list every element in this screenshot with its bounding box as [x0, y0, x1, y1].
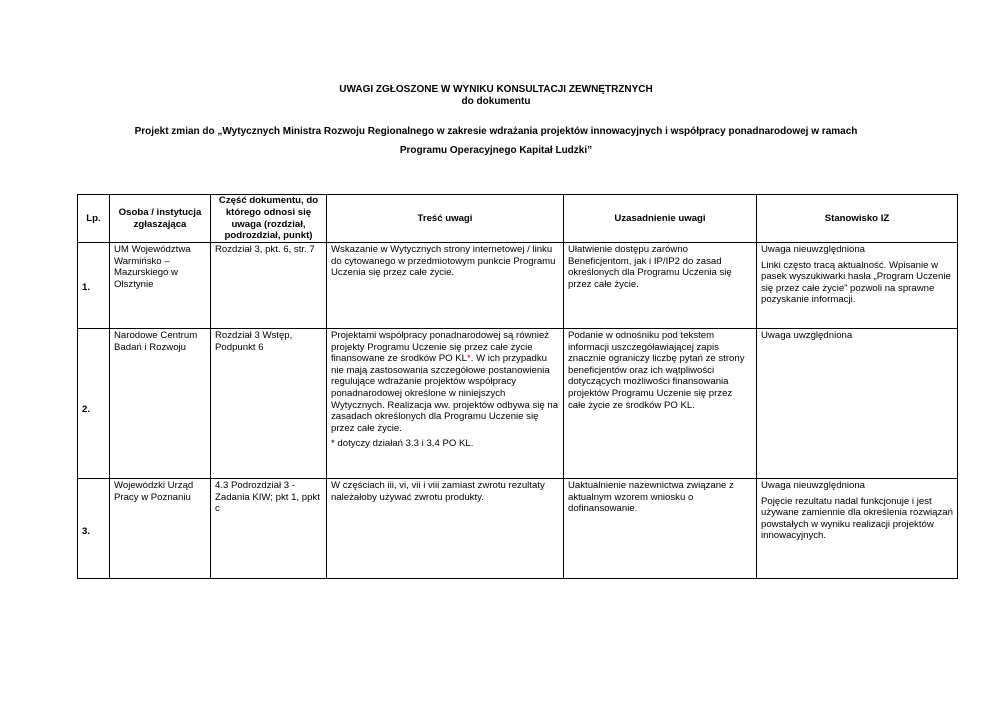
tresc-text-end: . W ich przypadku nie mają zastosowania szczegółowe postanowienia regulujące wdrażanie projektów współpracy ponadnarodowej określone w niniejszych Wytycznych. Realizacja ww. projektów odbywa się na zasadach określonych dla Programu Uczenie się przez całe życie. — [331, 353, 559, 434]
table-row — [78, 329, 958, 479]
row-stanowisko — [757, 479, 958, 579]
row-uzasadnienie: Ułatwienie dostępu zarówno Beneficjentom, jak i IP/IP2 do zasad określonych dla Programu Uczenia się przez całe życie. — [564, 243, 757, 329]
header-uzasadnienie: Uzasadnienie uwagi — [564, 195, 757, 243]
header-tresc-uwagi: Treść uwagi — [327, 195, 564, 243]
row-osoba: Wojewódzki Urząd Pracy w Poznaniu — [110, 479, 211, 579]
row-number: 3. — [78, 479, 110, 579]
tresc-footnote: * dotyczy działań 3.3 i 3.4 PO KL. — [331, 438, 474, 450]
document-subtitle: Projekt zmian do „Wytycznych Ministra Rozwoju Regionalnego w zakresie wdrażania projektów innowacyjnych i współpracy ponadnarodowej w ramach — [134, 126, 858, 137]
row-number: 2. — [78, 329, 110, 479]
document-title-line-2: do dokumentu — [461, 96, 531, 107]
consultation-table — [77, 194, 958, 579]
document-subtitle-line-2: Programu Operacyjnego Kapitał Ludzki” — [399, 145, 593, 156]
row-uzasadnienie: Uaktualnienie nazewnictwa związane z aktualnym wzorem wniosku o dofinansowanie. — [564, 479, 757, 579]
stanowisko-comment: Pojęcie rezultatu nadal funkcjonuje i jest używane zamiennie dla określenia rozwiązań powstałych w wyniku realizacji projektów innowacyjnych. — [761, 495, 953, 542]
row-stanowisko — [757, 243, 958, 329]
header-lp: Lp. — [78, 195, 110, 243]
row-uzasadnienie: Podanie w odnośniku pod tekstem informacji uszczegóławiającej zapis znacznie ograniczy liczbę pytań ze strony beneficjentów oraz ich wątpliwości dotyczących możliwości finansowania projektów Programu Uczenie się przez całe życie ze środków PO KL. — [564, 329, 757, 479]
row-number: 1. — [78, 243, 110, 329]
table-header-row — [78, 195, 958, 243]
footnote-marker: * — [467, 353, 471, 365]
row-tresc: W częściach iii, vi, vii i viii zamiast zwrotu rezultaty należałoby używać zwrotu produkty. — [327, 479, 564, 579]
header-stanowisko-iz: Stanowisko IZ — [757, 195, 958, 243]
row-tresc — [327, 329, 564, 479]
table-row — [78, 243, 958, 329]
tresc-text — [331, 330, 559, 434]
header-czesc-dokumentu: Część dokumentu, do którego odnosi się uwaga (rozdział, podrozdział, punkt) — [211, 195, 327, 243]
document-title: UWAGI ZGŁOSZONE W WYNIKU KONSULTACJI ZEWNĘTRZNYCH — [339, 84, 653, 95]
row-czesc: Rozdział 3 Wstęp, Podpunkt 6 — [211, 329, 327, 479]
stanowisko-status: Uwaga nieuwzględniona — [761, 480, 866, 491]
row-czesc: Rozdział 3, pkt. 6, str. 7 — [211, 243, 327, 329]
table-row — [78, 479, 958, 579]
row-stanowisko — [757, 329, 958, 479]
header-osoba: Osoba / instytucja zgłaszająca — [110, 195, 211, 243]
row-osoba: UM Województwa Warmińsko – Mazurskiego w Olsztynie — [110, 243, 211, 329]
row-czesc: 4.3 Podrozdział 3 - Zadania KIW; pkt 1, ppkt c — [211, 479, 327, 579]
stanowisko-status: Uwaga nieuwzględniona — [761, 244, 866, 255]
stanowisko-comment: Linki często tracą aktualność. Wpisanie w pasek wyszukiwarki hasła „Program Uczenie się przez całe życie” pozwoli na sprawne pozyskanie informacji. — [761, 259, 951, 306]
row-tresc: Wskazanie w Wytycznych strony internetowej / linku do cytowanego w przedmiotowym punkcie Programu Uczenia się przez całe życie. — [327, 243, 564, 329]
tresc-text-start: Projektami współpracy ponadnarodowej są również projekty Programu Uczenie się przez całe życie finansowane ze środków PO KL — [331, 330, 550, 365]
stanowisko-status: Uwaga uwzględniona — [761, 330, 853, 341]
row-osoba: Narodowe Centrum Badań i Rozwoju — [110, 329, 211, 479]
